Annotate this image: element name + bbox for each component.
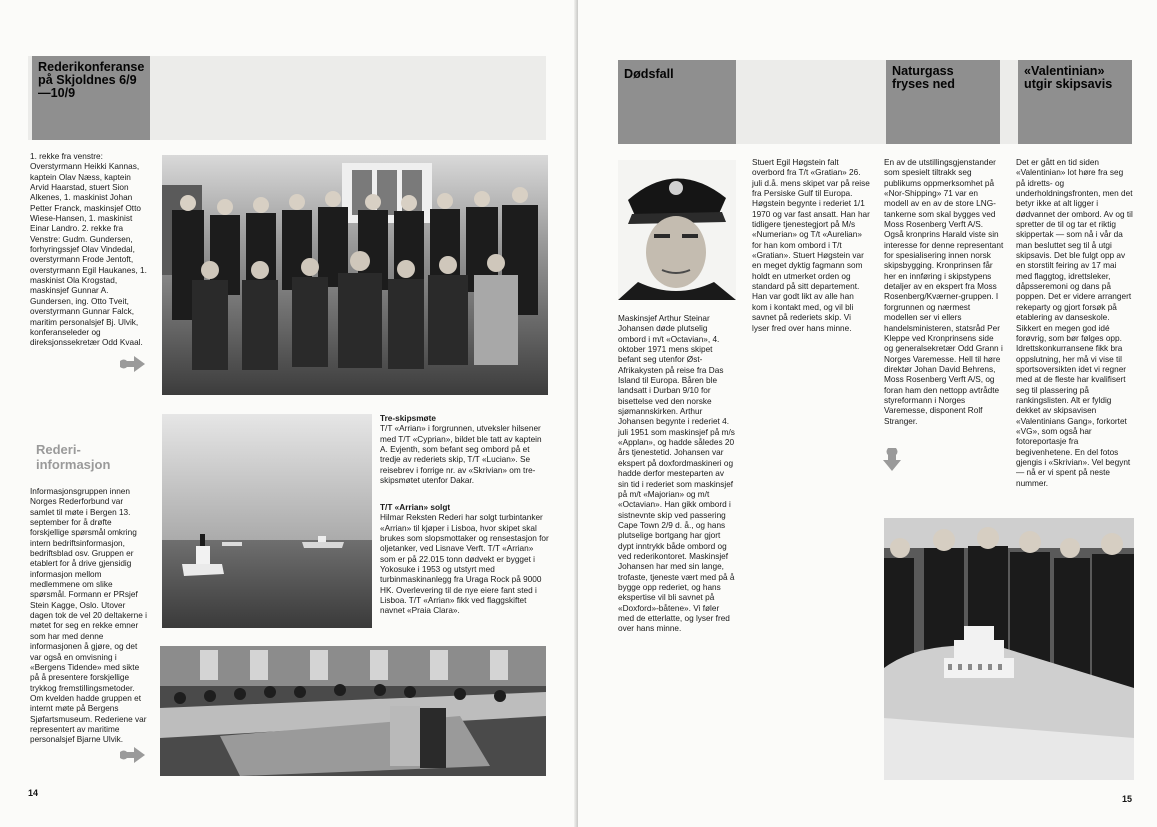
ship-photo <box>162 414 372 628</box>
portrait-photo <box>618 160 736 300</box>
caption-rederikonferanse: 1. rekke fra venstre: Overstyrmann Heikki Kannas, kaptein Olav Næss, kaptein Arvid Haarstad, stuert Sion Alkenes, 1. maskinist Johan Petter Franck, maskinsjef Otto Wiese-Hansen, 1. maskinist Einar Landro. 2. rekke fra Venstre: Gudm. Gundersen, forhyringssjef Olav Vindedal, overstyrmann Frode Jentoft, overstyrmann Egil Haukanes, 1. maskinist Ola Krogstad, maskinsjef Gunnar A. Gundersen, ing. Otto Tveit, overstyrmann Gunnar Falck, maritim personalsjef Bj. Ulvik, konferanseleder og direksjonssekretær Odd Kvaal. <box>30 152 147 348</box>
arrow-right-icon <box>118 355 146 373</box>
meeting-photo <box>160 646 546 776</box>
text-dodsfall-johansen: Maskinsjef Arthur Steinar Johansen døde plutselig ombord i m/t «Octavian», 4. oktober 1971 mens skipet befant seg utenfor Øst-Afrikakysten på reise fra Das Island til Europa. Båren ble landsatt i Durban 9/10 for bisettelse ved den norske sjømannskirken. Arthur Johansen begynte i rederiet 4. juli 1951 som maskinsjef på m/s «Applan», og hadde således 20 års tjenestetid. Johansen var ekspert på doxfordmaskineri og hadde derfor mesteparten av sin tid i rederiet som maskinsjef på m/t «Majorian» og m/t «Octavian». Han gikk ombord i sistnevnte skip ved passering Cape Town 2/9 d. å., og hans plutselige bortgang har gjort dypt inntrykk både ombord og ved rederikontoret. Maskinsjef Johansen har med sin lange, trofaste, tjeneste vært med på å bygge opp rederiet, og hans ekspertise vil bli savnet på «Doxford»-båtene». Vi føler med de etterlatte, og lyser fred over hans minne. <box>618 314 735 634</box>
heading-dodsfall: Dødsfall <box>618 60 736 144</box>
heading-rederikonferanse: Rederikonferanse på Skjoldnes 6/9—10/9 <box>32 56 150 140</box>
text-treskipsmote: T/T «Arrian» i forgrunnen, utveksler hilsener med T/T «Cyprian», bildet ble tatt av kaptein A. Evjenth, som befant seg ombord på et tredje av rederiets skip, T/T «Lucian». Se reisebrev i forrige nr. av «Skrivian» om tre-skipsmøtet utenfor Dakar. <box>380 424 542 486</box>
heading-arrian-solgt: T/T «Arrian» solgt <box>380 503 451 512</box>
text-dodsfall-hogstein: Stuert Egil Høgstein falt overbord fra T/t «Gratian» 26. juli d.å. mens skipet var på reise fra Persiske Gulf til Europa. Høgstein begynte i rederiet 1/1 1970 og var fast ansatt. Han har tidligere tjenestegjort på M/s «Numerian» og T/t «Aurelian» for han kom ombord i T/t «Gratian». Stuert Høgstein var en meget dyktig fagmann som holdt en utmerket orden og standard på sitt departement. Han var godt likt av alle han kom i kontakt med, og vil bli savnet på rederiets skip. Vi lyser fred over hans minne. <box>752 158 870 333</box>
text-rederiinfo: Informasjonsgruppen innen Norges Rederforbund var samlet til møte i Bergen 13. september for å drøfte forskjellige spørsmål omkring intern bedriftsinformasjon, bedriftsblad osv. Gruppen er etablert for å drive gjensidig informasjon mellom medlemmene om slike spørsmål. Formann er PRsjef Stein Kagge, Oslo. Utover dagen tok de vel 20 deltakerne i møtet for seg en rekke emner som har med denne informasjonen å gjøre, og det var også en omvisning i «Bergens Tidende» med sikte på å presentere forskjellige trykkog fremstillingsmetoder. Om kvelden hadde gruppen et internt møte på Bergens Sjøfartsmuseum. Rederiene var representert av maritime personalsjef Bjarne Ulvik. <box>30 487 147 745</box>
text-valentinian: Det er gått en tid siden «Valentinian» lot høre fra seg på idretts- og underholdningsfronten, men det betyr ikke at alt ligger i dødvannet der ombord. Av og til spretter de til og tar et riktig skippertak — som nå i vår da man besluttet seg til å utgi skipsavis. Det ble fulgt opp av en storstilt feiring av 17 mai med flaggtog, idrettsleker, dåpsseremoni og dans på poppen. Det er videre arrangert rekeparty og gjort forsøk på etablering av danseskole. Sikkert en megen god idé forøvrig, som bør følges opp. Idrettskonkurransene fikk bra oppslutning, her må vi vise til sportsoversikten idet vi regner med at de fleste har kvalifisert seg til plassering på rankingslisten. Alt er fyldig dekket av skipsavisen «Valentinians Gang», forkortet «VG», som også har fotoreportasje fra begivenhetene. En del fotos gjengis i «Skrivian». Vel begynt — nå er vi spent på neste nummer. <box>1016 158 1133 488</box>
heading-naturgass: Naturgass fryses ned <box>886 60 1000 144</box>
heading-rederiinfo: Rederi-informasjon <box>36 442 111 472</box>
right-page <box>578 0 1157 827</box>
heading-valentinian: «Valentinian» utgir skipsavis <box>1018 60 1132 144</box>
arrow-down-icon <box>882 446 902 472</box>
lng-model-photo <box>884 518 1134 780</box>
arrow-right-icon-2 <box>118 746 146 764</box>
text-naturgass: En av de utstillingsgjenstander som spesielt tiltrakk seg publikums oppmerksomhet på «Nor-Shipping» 71 var en modell av en av de store LNG-tankerne som skal bygges ved Moss Rosenberg Verft A/S. Også kronprins Harald viste sin interesse for denne representant for spesialisering innen norsk skipsbygging. Kronprinsen får her en innføring i skipstypens detaljer av en ekspert fra Moss Rosenberg/Kværner-gruppen. I forgrunnen og nærmest modellen ser vi ellers handelsministeren, statsråd Per Kleppe ved Kronprinsens side og generalsekretær Odd Grann i Norges Varemesse. Hell til høre direktør Johan David Behrens, Moss Rosenberg Verft A/S, og foran ham den nettopp avtrådte styreformann i Norges Varemesse, disponent Rolf Stranger. <box>884 158 1004 426</box>
article-arrian-solgt <box>380 503 550 617</box>
article-treskipsmote <box>380 414 550 486</box>
page-number-left: 14 <box>28 788 39 798</box>
group-photo <box>162 155 548 395</box>
heading-treskipsmote: Tre-skipsmøte <box>380 414 436 423</box>
text-arrian-solgt: Hilmar Reksten Rederi har solgt turbintanker «Arrian» til kjøper i Lisboa, hvor skipet skal brukes som slopsmottaker og rensestasjon for oljetanker, ved Lisnave Verft. T/T «Arrian» som er på 22.015 tonn dødvekt er bygget i Yokosuke i 1953 og utstyrt med turbinmaskinanlegg fra Uraga Rock på 9000 HK. Overlevering til de nye eiere fant sted i Lisboa. T/T «Arrian» fikk ved flaggskiftet navnet «Praia Clara». <box>380 513 549 616</box>
page-number-right: 15 <box>1122 794 1133 804</box>
left-page <box>0 0 576 827</box>
